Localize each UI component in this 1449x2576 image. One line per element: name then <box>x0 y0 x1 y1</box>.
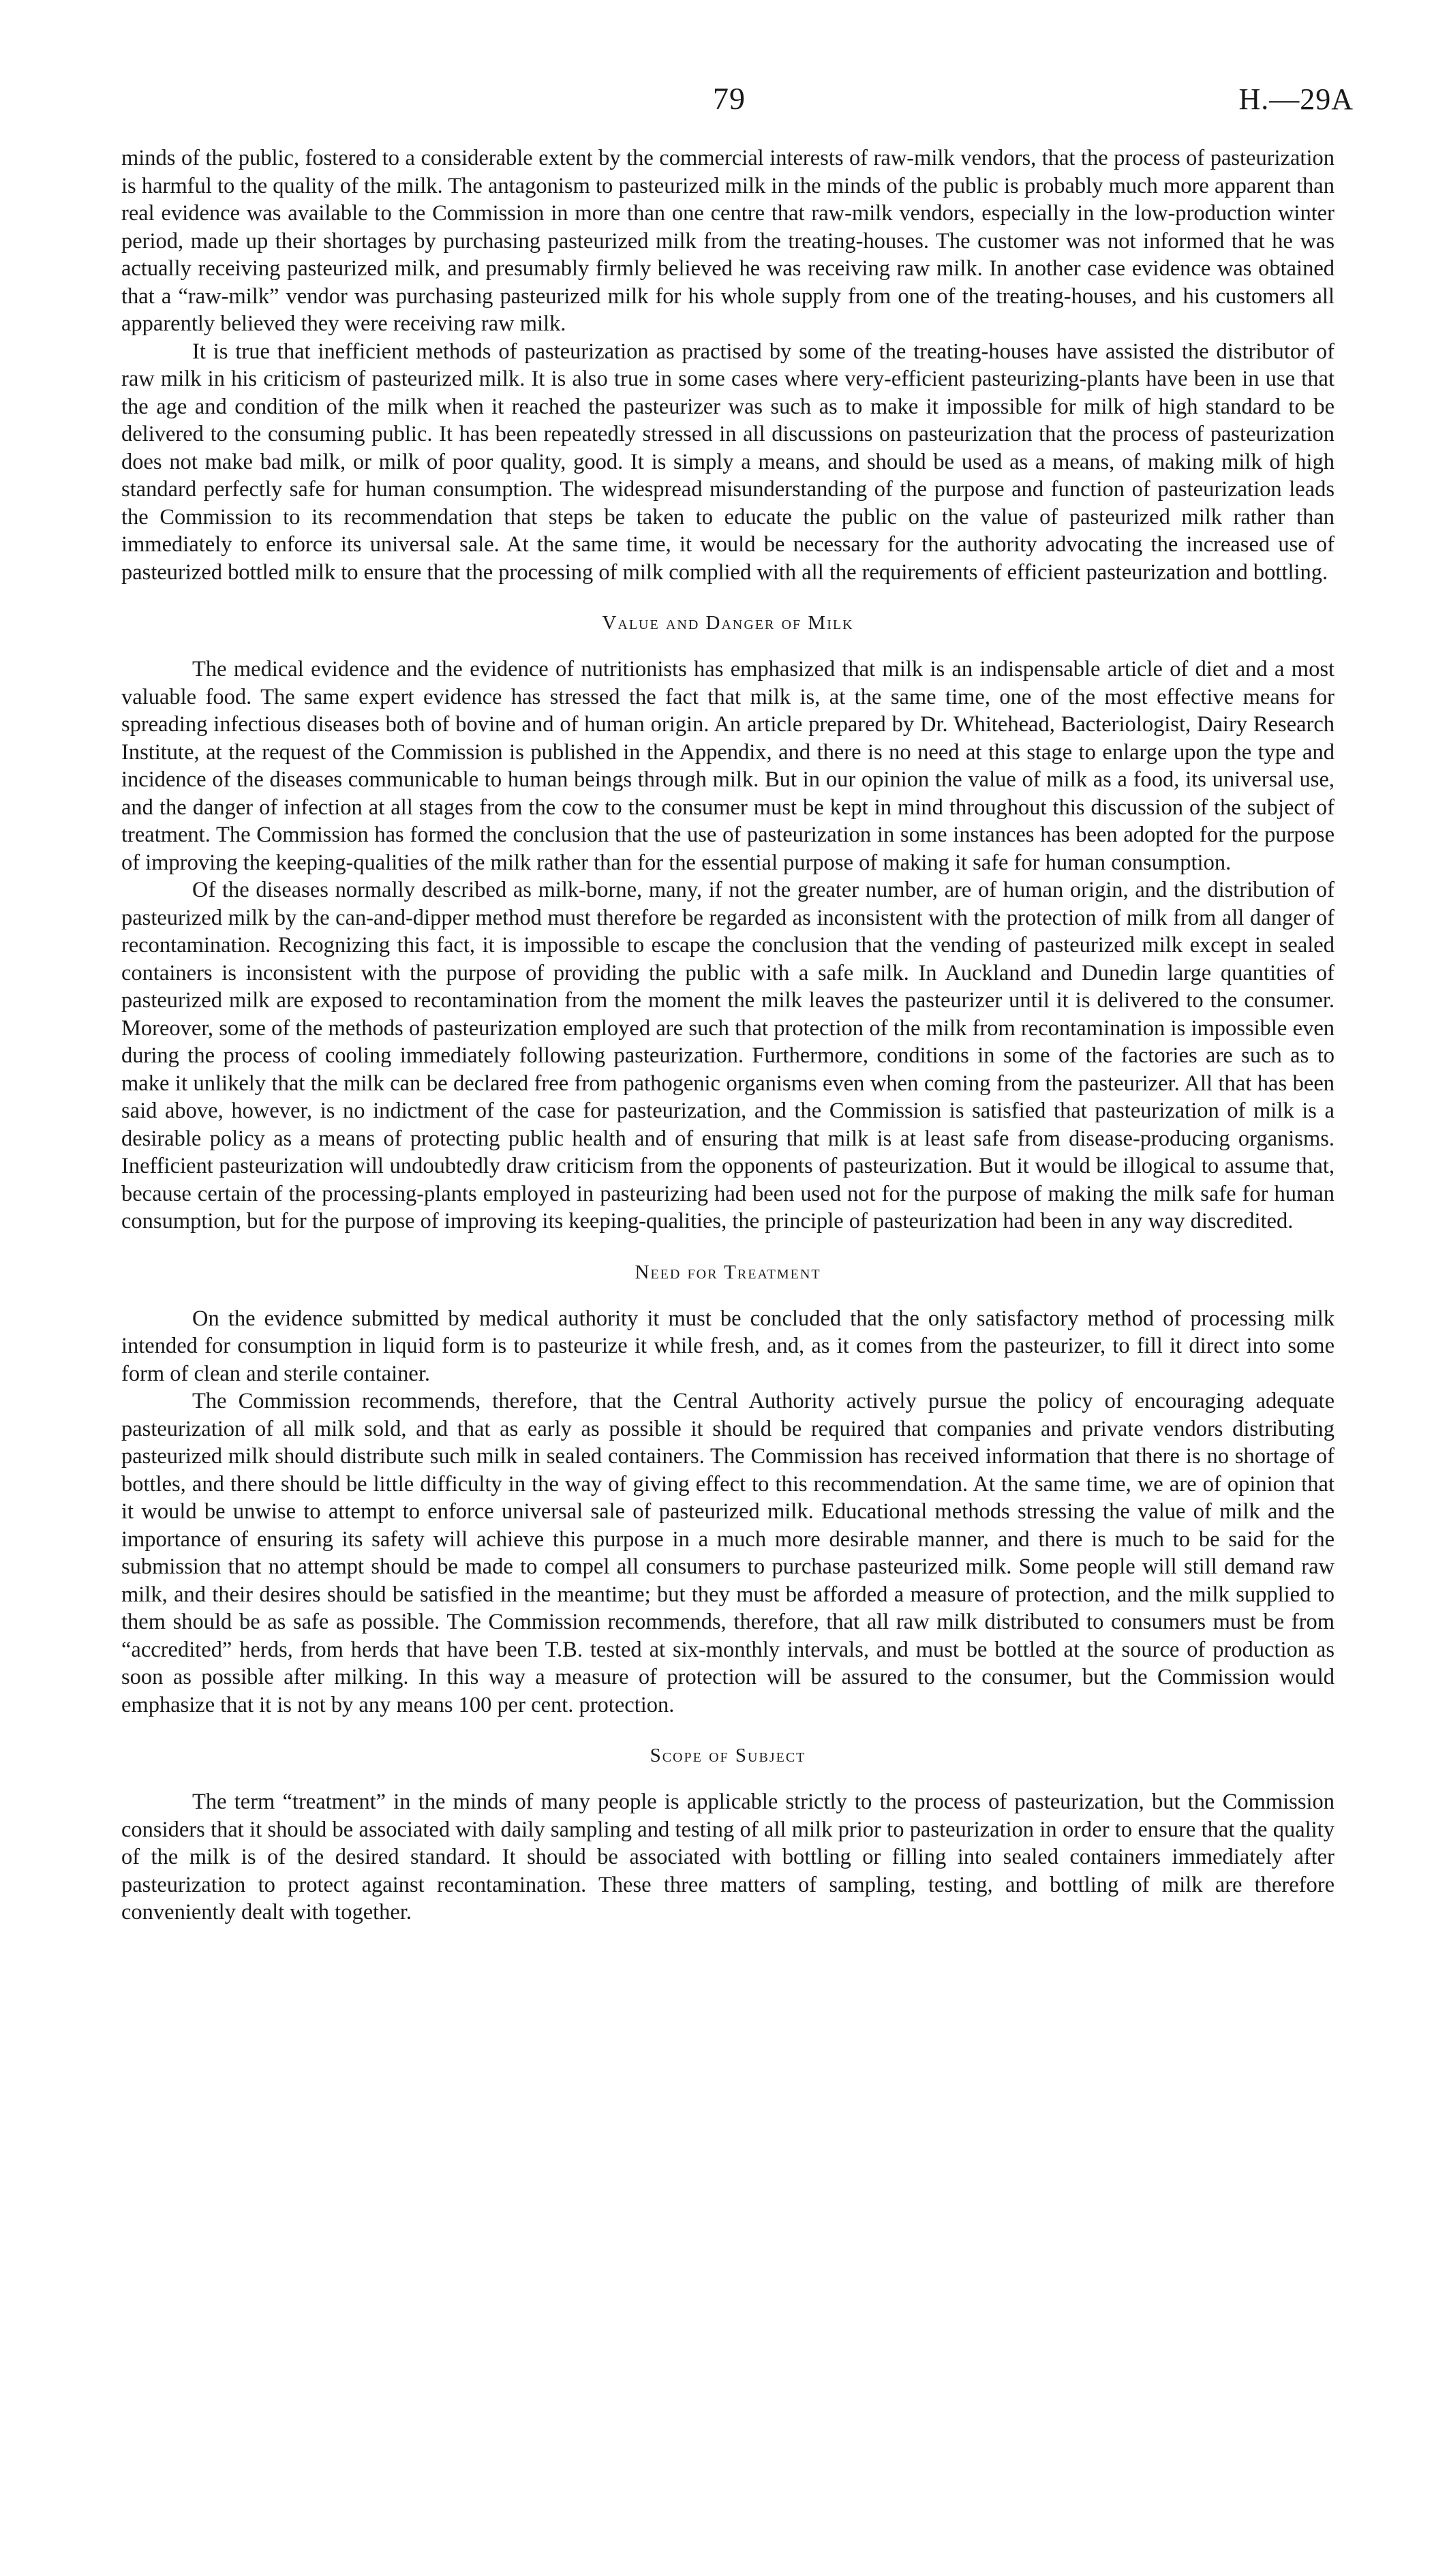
page-body <box>121 144 1334 1927</box>
document-reference: H.—29A <box>1238 82 1354 116</box>
paragraph-term-treatment: The term “treatment” in the minds of many people is applicable strictly to the process of pasteurization, but the Commission considers that it should be associated with daily sampling and testing of all milk prior to pasteurization in order to ensure that the quality of the milk is of the desired standard. It should be associated with bottling or filling into sealed containers immediately after pasteurization to protect against recontamination. These three matters of sampling, testing, and bottling of milk are therefore conveniently dealt with together. <box>121 1790 1334 1925</box>
paragraph-commission-recommends: The Commission recommends, therefore, that the Central Authority actively pursue the policy of encouraging adequate pasteurization of all milk sold, and that as early as possible it should be required that companies and private vendors distributing pasteurized milk should distribute such milk in sealed containers. The Commission has received information that there is no shortage of bottles, and there should be little difficulty in the way of giving effect to this recommendation. At the same time, we are of opinion that it would be unwise to attempt to enforce universal sale of pasteurized milk. Educational methods stressing the value of milk and the importance of ensuring its safety will achieve this purpose in a much more desirable manner, and there is much to be said for the submission that no attempt should be made to compel all consumers to purchase pasteurized milk. Some people will still demand raw milk, and their desires should be satisfied in the meantime; but they must be afforded a measure of protection, and the milk supplied to them should be as safe as possible. The Commission recommends, therefore, that all raw milk distributed to consumers must be from “accredited” herds, from herds that have been T.B. tested at six-monthly intervals, and must be bottled at the source of production as soon as possible after milking. In this way a measure of protection will be assured to the consumer, but the Commission would emphasize that it is not by any means 100 per cent. protection. <box>121 1389 1334 1717</box>
paragraph-raw-milk-vendors: minds of the public, fostered to a considerable extent by the commercial interests of raw-milk vendors, that the process of pasteurization is harmful to the quality of the milk. The antagonism to pasteurized milk in the minds of the public is probably much more apparent than real evidence was available to the Commission in more than one centre that raw-milk vendors, especially in the low-production winter period, made up their shortages by purchasing pasteurized milk from the treating-houses. The customer was not informed that he was actually receiving pasteurized milk, and presumably firmly believed he was receiving raw milk. In another case evidence was obtained that a “raw-milk” vendor was purchasing pasteurized milk for his whole supply from one of the treating-houses, and his customers all apparently believed they were receiving raw milk. <box>121 146 1334 336</box>
paragraph-medical-evidence: The medical evidence and the evidence of nutritionists has emphasized that milk is an indispensable article of diet and a most valuable food. The same expert evidence has stressed the fact that milk is, at the same time, one of the most effective means for spreading infectious diseases both of bovine and of human origin. An article prepared by Dr. Whitehead, Bacteriologist, Dairy Research Institute, at the request of the Commission is published in the Appendix, and there is no need at this stage to enlarge upon the type and incidence of the diseases communicable to human beings through milk. But in our opinion the value of milk as a food, its universal use, and the danger of infection at all stages from the cow to the consumer must be kept in mind throughout this discussion of the subject of treatment. The Commission has formed the conclusion that the use of pasteurization in some instances has been adopted for the purpose of improving the keeping-qualities of the milk rather than for the essential purpose of making it safe for human consumption. <box>121 657 1334 875</box>
section-heading-need-for-treatment: Need for Treatment <box>635 1261 821 1283</box>
section-heading-value-and-danger: Value and Danger of Milk <box>602 612 854 634</box>
paragraph-milk-borne-diseases: Of the diseases normally described as milk-borne, many, if not the greater number, are of human origin, and the distribution of pasteurized milk by the can-and-dipper method must therefore be regarded as inconsistent with the protection of milk from all danger of recontamination. Recognizing this fact, it is impossible to escape the conclusion that the vending of pasteurized milk except in sealed containers is inconsistent with the purpose of providing the public with a safe milk. In Auckland and Dunedin large quantities of pasteurized milk are exposed to recontamination from the moment the milk leaves the pasteurizer until it is delivered to the consumer. Moreover, some of the methods of pasteurization employed are such that protection of the milk from recontamination is impossible even during the process of cooling immediately following pasteurization. Furthermore, conditions in some of the factories are such as to make it unlikely that the milk can be declared free from pathogenic organisms even when coming from the pasteurizer. All that has been said above, however, is no indictment of the case for pasteurization, and the Commission is satisfied that pasteurization of milk is a desirable policy as a means of protecting public health and of ensuring that milk is at least safe from disease-producing organisms. Inefficient pasteurization will undoubtedly draw criticism from the opponents of pasteurization. But it would be illogical to assume that, because certain of the processing-plants employed in pasteurizing had been used not for the purpose of making the milk safe for human consumption, but for the purpose of improving its keeping-qualities, the principle of pasteurization had been in any way discredited. <box>121 878 1334 1233</box>
paragraph-inefficient-pasteurization: It is true that inefficient methods of pasteurization as practised by some of the treating-houses have assisted the distributor of raw milk in his criticism of pasteurized milk. It is also true in some cases where very-efficient pasteurizing-plants have been in use that the age and condition of the milk when it reached the pasteurizer was such as to make it impossible for milk of high standard to be delivered to the consuming public. It has been repeatedly stressed in all discussions on pasteurization that the process of pasteurization does not make bad milk, or milk of poor quality, good. It is simply a means, and should be used as a means, of making milk of high standard perfectly safe for human consumption. The widespread misunderstanding of the purpose and function of pasteurization leads the Commission to its recommendation that steps be taken to educate the public on the value of pasteurized milk rather than immediately to enforce its universal sale. At the same time, it would be necessary for the authority advocating the increased use of pasteurized bottled milk to ensure that the processing of milk complied with all the requirements of efficient pasteurization and bottling. <box>121 339 1334 585</box>
section-heading-scope-of-subject: Scope of Subject <box>650 1745 806 1766</box>
page-number: 79 <box>713 81 746 116</box>
paragraph-evidence-submitted: On the evidence submitted by medical authority it must be concluded that the only satisfactory method of processing milk intended for consumption in liquid form is to pasteurize it while fresh, and, as it comes from the pasteurizer, to fill it direct into some form of clean and sterile container. <box>121 1306 1334 1386</box>
